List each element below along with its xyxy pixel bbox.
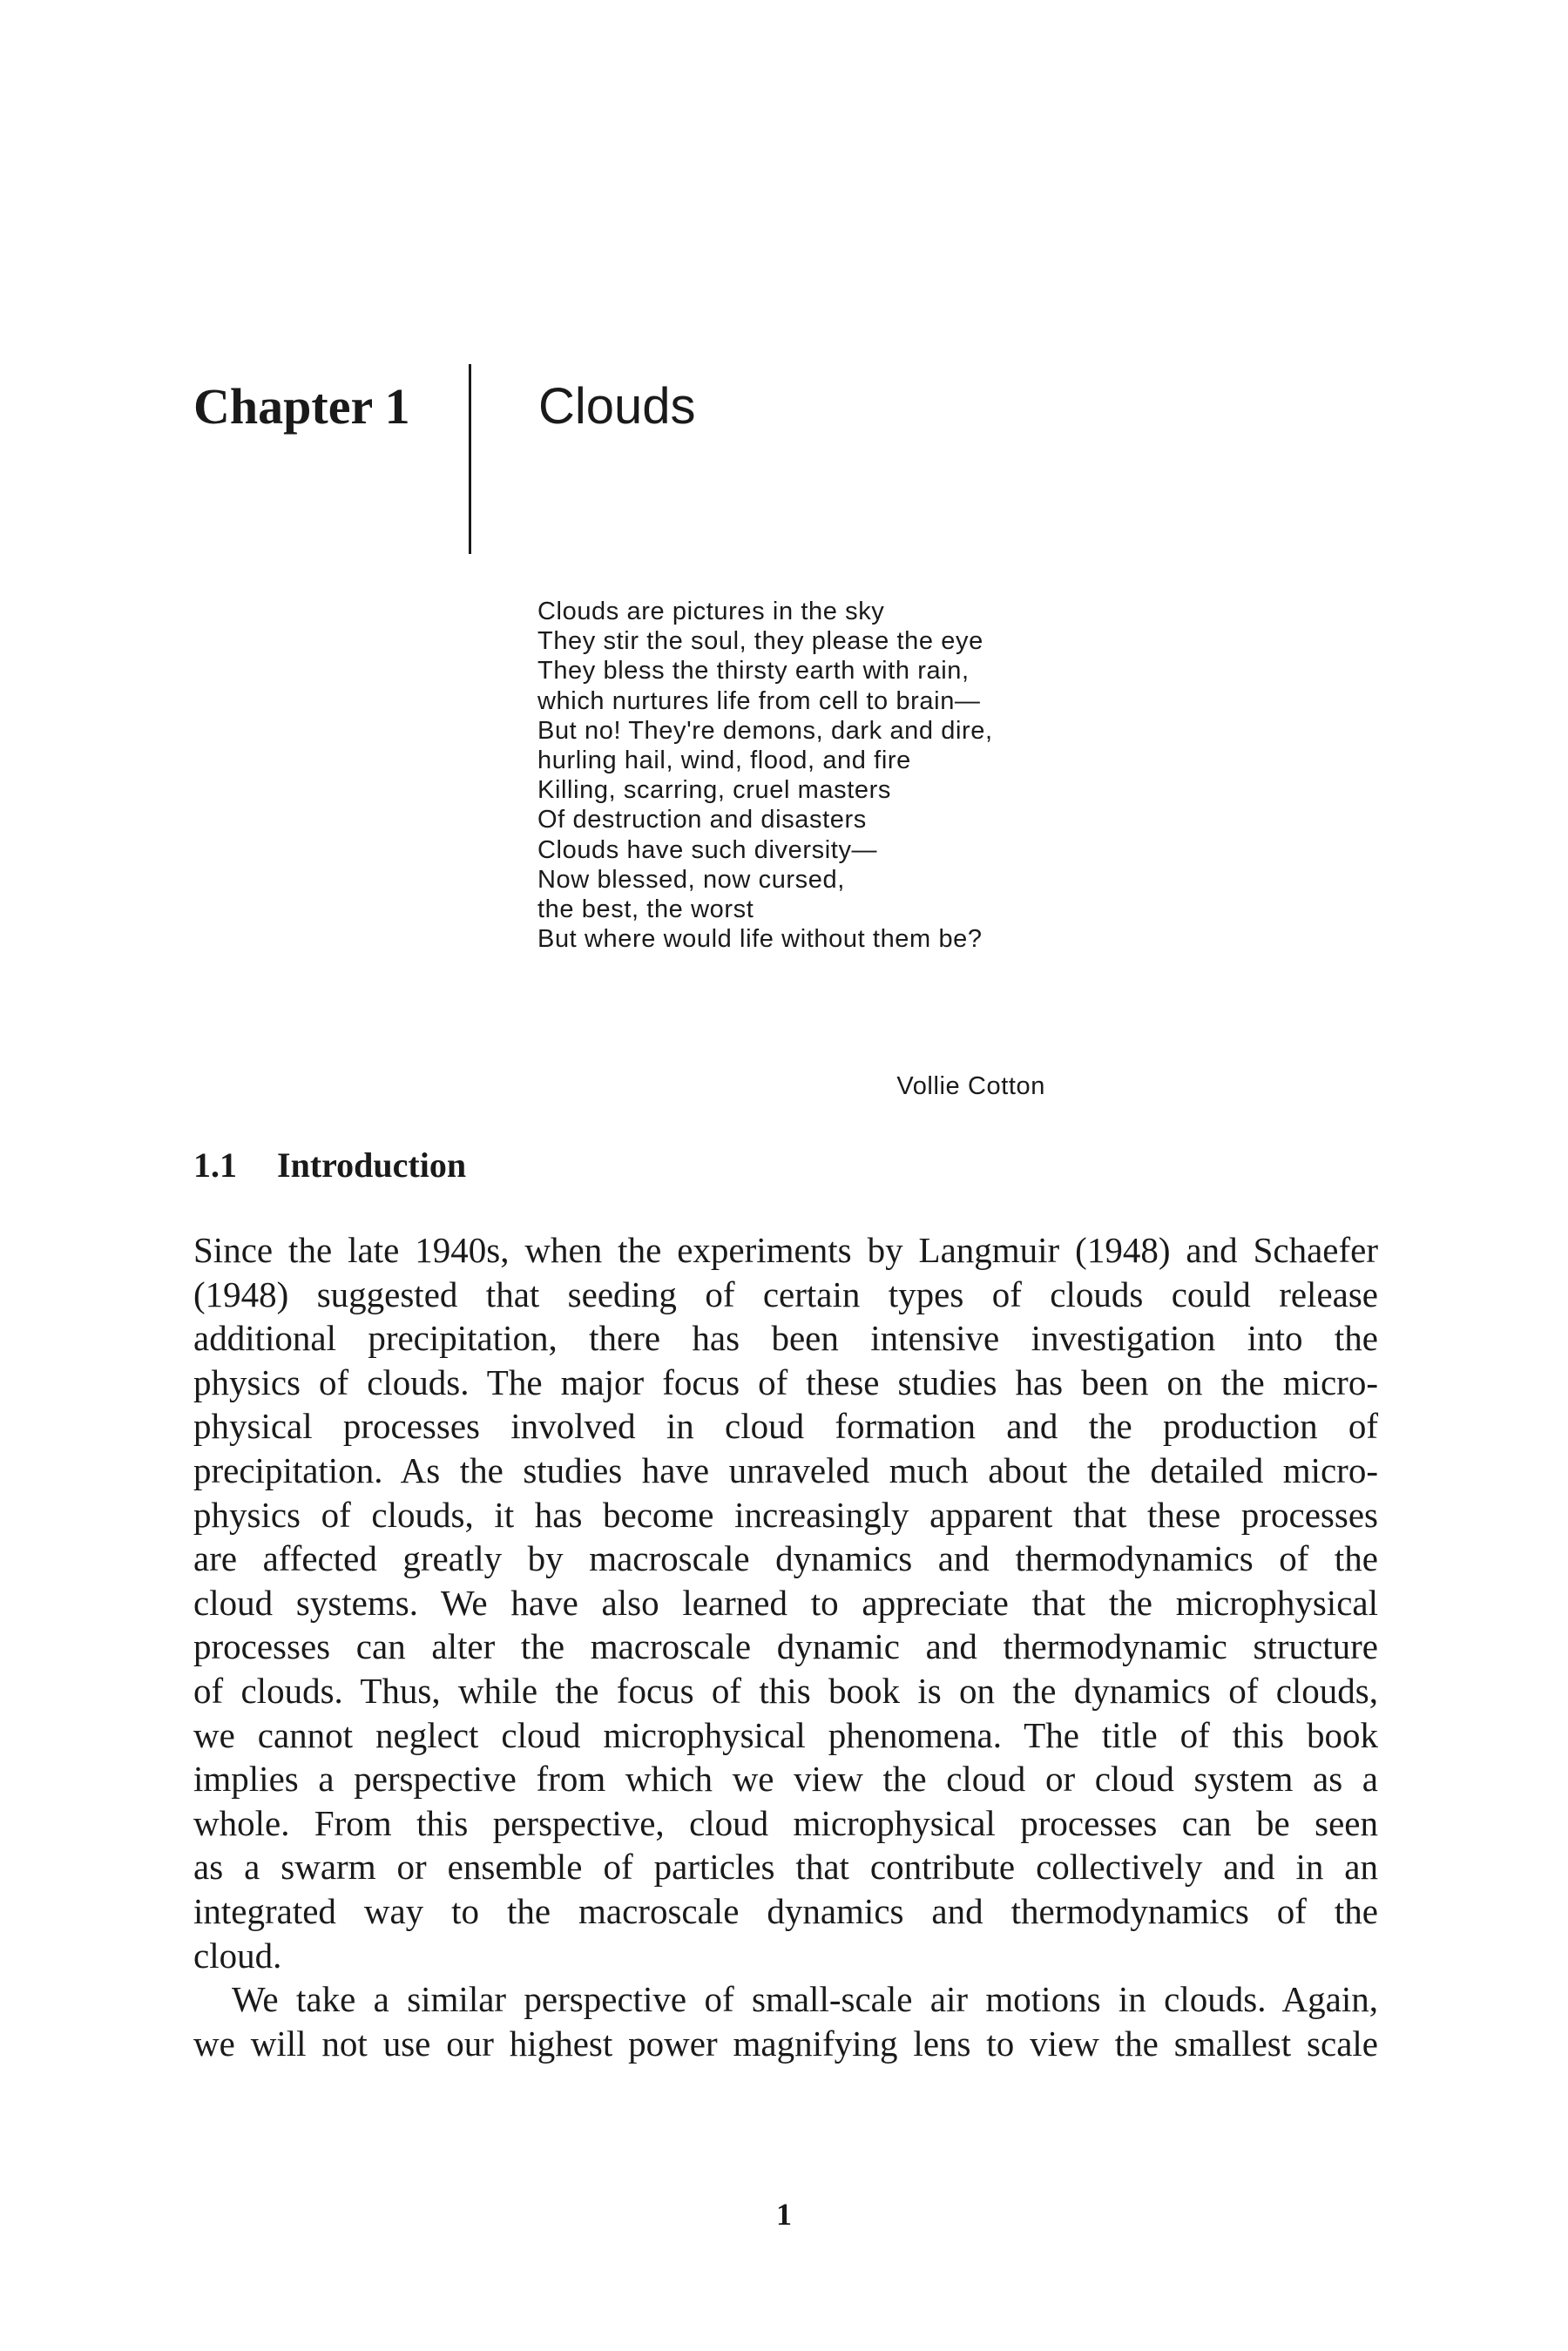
body-line: whole. From this perspective, cloud microphysical processes can be seen (193, 1802, 1378, 1843)
epigraph-poem (537, 597, 1078, 954)
body-line: cloud. (193, 1935, 282, 1976)
body-line: (1948) suggested that seeding of certain types of clouds could release (193, 1273, 1378, 1314)
body-line: we will not use our highest power magnifying lens to view the smallest scale (193, 2023, 1378, 2064)
body-line: physics of clouds. The major focus of these studies has been on the micro- (193, 1361, 1378, 1402)
body-line: we cannot neglect cloud microphysical phenomena. The title of this book (193, 1714, 1378, 1755)
poem-line: Killing, scarring, cruel masters (537, 776, 891, 805)
section-title: Introduction (277, 1145, 467, 1185)
body-line: physical processes involved in cloud formation and the production of (193, 1406, 1378, 1447)
body-line: additional precipitation, there has been intensive investigation into the (193, 1318, 1378, 1359)
body-line: of clouds. Thus, while the focus of this book is on the dynamics of clouds, (193, 1670, 1378, 1711)
chapter-label: Chapter 1 (193, 378, 410, 435)
body-line: implies a perspective from which we view the cloud or cloud system as a (193, 1759, 1378, 1800)
body-text (193, 1228, 1378, 2065)
body-line: processes can alter the macroscale dynamic and thermodynamic structure (193, 1626, 1378, 1667)
poem-line: But where would life without them be? (537, 925, 983, 954)
poem-line: Of destruction and disasters (537, 806, 867, 834)
poem-line: which nurtures life from cell to brain— (537, 686, 981, 715)
body-line: are affected greatly by macroscale dynamics and thermodynamics of the (193, 1538, 1378, 1579)
poem-line: the best, the worst (537, 895, 754, 923)
poem-line: Clouds are pictures in the sky (537, 598, 885, 625)
body-line: cloud systems. We have also learned to appreciate that the microphysical (193, 1582, 1378, 1623)
poem-line: They stir the soul, they please the eye (537, 627, 983, 656)
section-heading (193, 1145, 466, 1186)
body-line: precipitation. As the studies have unraveled much about the detailed micro- (193, 1449, 1378, 1490)
poem-line: But no! They're demons, dark and dire, (537, 716, 993, 745)
page-number: 1 (776, 2197, 792, 2232)
body-line: integrated way to the macroscale dynamics and thermodynamics of the (193, 1890, 1378, 1931)
chapter-title: Clouds (538, 378, 696, 435)
section-number: 1.1 (193, 1145, 237, 1185)
body-line: We take a similar perspective of small-scale air motions in clouds. Again, (232, 1979, 1378, 2020)
body-line: physics of clouds, it has become increasingly apparent that these processes (193, 1494, 1378, 1535)
poem-line: hurling hail, wind, flood, and fire (537, 746, 911, 774)
poem-line: Clouds have such diversity— (537, 835, 878, 864)
body-line: as a swarm or ensemble of particles that contribute collectively and in an (193, 1847, 1378, 1888)
epigraph-author: Vollie Cotton (896, 1072, 1045, 1100)
poem-line: They bless the thirsty earth with rain, (537, 657, 970, 686)
chapter-divider (469, 364, 471, 554)
poem-line: Now blessed, now cursed, (537, 865, 845, 894)
body-line: Since the late 1940s, when the experiments by Langmuir (1948) and Schaefer (193, 1230, 1378, 1270)
